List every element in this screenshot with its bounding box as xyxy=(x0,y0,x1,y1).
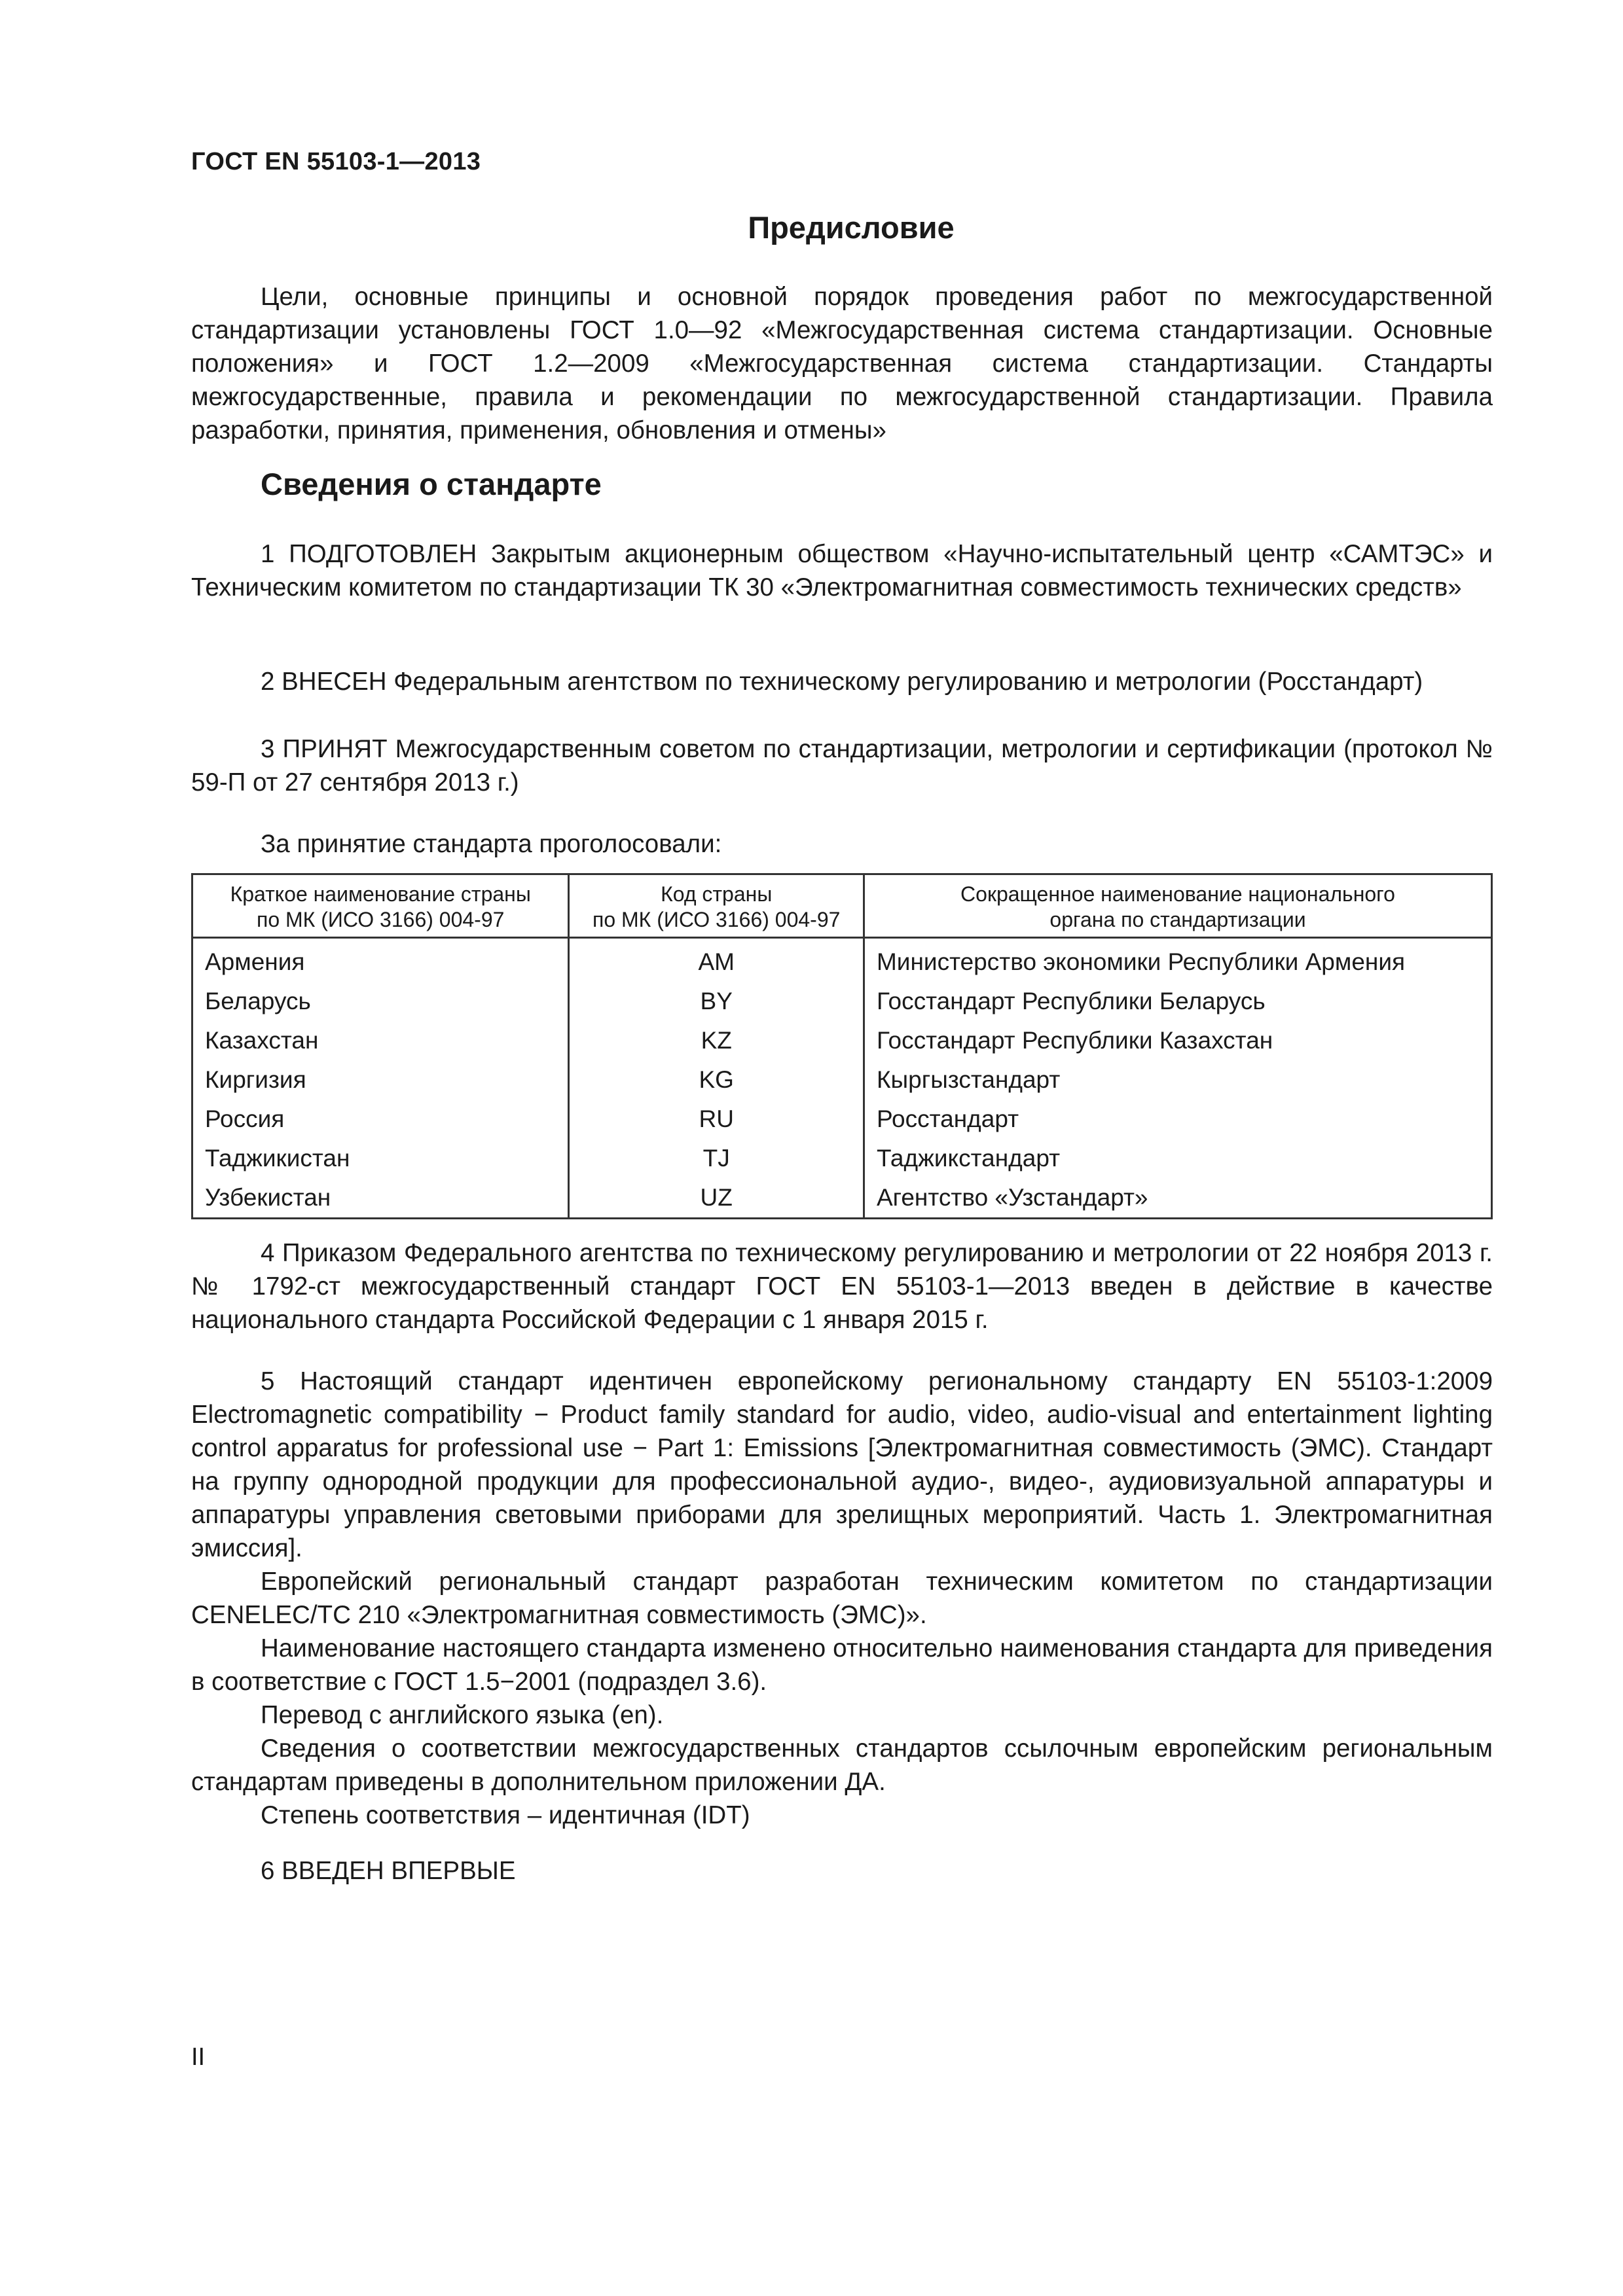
item-6-paragraph: 6 ВВЕДЕН ВПЕРВЫЕ xyxy=(261,1857,516,1885)
cell-code: KZ xyxy=(569,1021,864,1060)
page-title: Предисловие xyxy=(748,210,955,245)
item-5-title-change: Наименование настоящего стандарта изменено относительно наименования стандарта для приведения в соответствие с ГОСТ 1.5−2001 (подраздел 3.6). xyxy=(191,1634,1493,1696)
page-number: II xyxy=(191,2043,206,2071)
cell-body: Таджикстандарт xyxy=(864,1139,1491,1178)
item-3-paragraph: 3 ПРИНЯТ Межгосударственным советом по стандартизации, метрологии и сертификации (протокол № 59-П от 27 сентября 2013 г.) xyxy=(191,735,1493,797)
item-4-paragraph: 4 Приказом Федерального агентства по техническому регулированию и метрологии от 22 ноября 2013 г. № 1792-ст межгосударственный стандарт ГОСТ EN 55103-1—2013 введен в действие в качестве национального стандарта Российской Федерации с 1 января 2015 г. xyxy=(191,1239,1493,1334)
votes-label: За принятие стандарта проголосовали: xyxy=(261,830,722,858)
item-5-paragraph: 5 Настоящий стандарт идентичен европейскому региональному стандарту EN 55103-1:2009 Electromagnetic compatibility − Product family standard for audio, video, audio-visual and entertainment lighting control apparatus for professional use − Part 1: Emissions [Электромагнитная совместимость (ЭМС). Стандарт на группу однородной продукции для профессиональной аудио-, видео-, аудиовизуальной аппаратуры и аппаратуры управления световыми приборами для зрелищных мероприятий. Часть 1. Электромагнитная эмиссия]. xyxy=(191,1367,1493,1562)
votes-table xyxy=(191,873,1493,1219)
table-row xyxy=(192,1139,1492,1178)
cell-body: Госстандарт Республики Беларусь xyxy=(864,982,1491,1021)
cell-body: Росстандарт xyxy=(864,1100,1491,1139)
cell-code: RU xyxy=(569,1100,864,1139)
cell-code: AM xyxy=(569,938,864,982)
cell-code: UZ xyxy=(569,1178,864,1219)
cell-code: TJ xyxy=(569,1139,864,1178)
item-5-section xyxy=(191,1365,1493,1832)
item-2-paragraph: 2 ВНЕСЕН Федеральным агентством по техническому регулированию и метрологии (Росстандарт) xyxy=(261,668,1423,696)
intro-paragraph: Цели, основные принципы и основной порядок проведения работ по межгосударственной стандартизации установлены ГОСТ 1.0—92 «Межгосударственная система стандартизации. Основные положения» и ГОСТ 1.2—2009 «Межгосударственная система стандартизации. Стандарты межгосударственные, правила и рекомендации по межгосударственной стандартизации. Правила разработки, принятия, применения, обновления и отмены» xyxy=(191,283,1493,444)
cell-country: Казахстан xyxy=(192,1021,569,1060)
item-5-degree: Степень соответствия – идентичная (IDT) xyxy=(261,1801,750,1829)
item-1-paragraph: 1 ПОДГОТОВЛЕН Закрытым акционерным обществом «Научно-испытательный центр «САМТЭС» и Техническим комитетом по стандартизации ТК 30 «Электромагнитная совместимость технических средств» xyxy=(191,540,1493,601)
item-5-origin: Европейский региональный стандарт разработан техническим комитетом по стандартизации CENELEC/TC 210 «Электромагнитная совместимость (ЭМС)». xyxy=(191,1568,1493,1629)
table-header-row xyxy=(192,874,1492,938)
cell-body: Госстандарт Республики Казахстан xyxy=(864,1021,1491,1060)
table-row xyxy=(192,982,1492,1021)
item-5-translation: Перевод с английского языка (en). xyxy=(261,1701,664,1729)
table-row xyxy=(192,1021,1492,1060)
cell-country: Киргизия xyxy=(192,1060,569,1100)
table-row xyxy=(192,1178,1492,1219)
header-national-body: Сокращенное наименование национального органа по стандартизации xyxy=(864,874,1491,938)
section-subtitle: Сведения о стандарте xyxy=(261,467,602,501)
table-row xyxy=(192,1060,1492,1100)
cell-body: Агентство «Узстандарт» xyxy=(864,1178,1491,1219)
header-country-code: Код страны по МК (ИСО 3166) 004-97 xyxy=(569,874,864,938)
table-row xyxy=(192,1100,1492,1139)
cell-country: Таджикистан xyxy=(192,1139,569,1178)
table-row xyxy=(192,938,1492,982)
standard-header: ГОСТ EN 55103-1—2013 xyxy=(191,148,481,175)
cell-country: Россия xyxy=(192,1100,569,1139)
header-country-name: Краткое наименование страны по МК (ИСО 3166) 004-97 xyxy=(192,874,569,938)
cell-code: BY xyxy=(569,982,864,1021)
cell-code: KG xyxy=(569,1060,864,1100)
cell-country: Узбекистан xyxy=(192,1178,569,1219)
cell-country: Беларусь xyxy=(192,982,569,1021)
item-5-references: Сведения о соответствии межгосударственных стандартов ссылочным европейским региональным стандартам приведены в дополнительном приложении ДА. xyxy=(191,1734,1493,1796)
cell-body: Кыргызстандарт xyxy=(864,1060,1491,1100)
cell-body: Министерство экономики Республики Армения xyxy=(864,938,1491,982)
cell-country: Армения xyxy=(192,938,569,982)
